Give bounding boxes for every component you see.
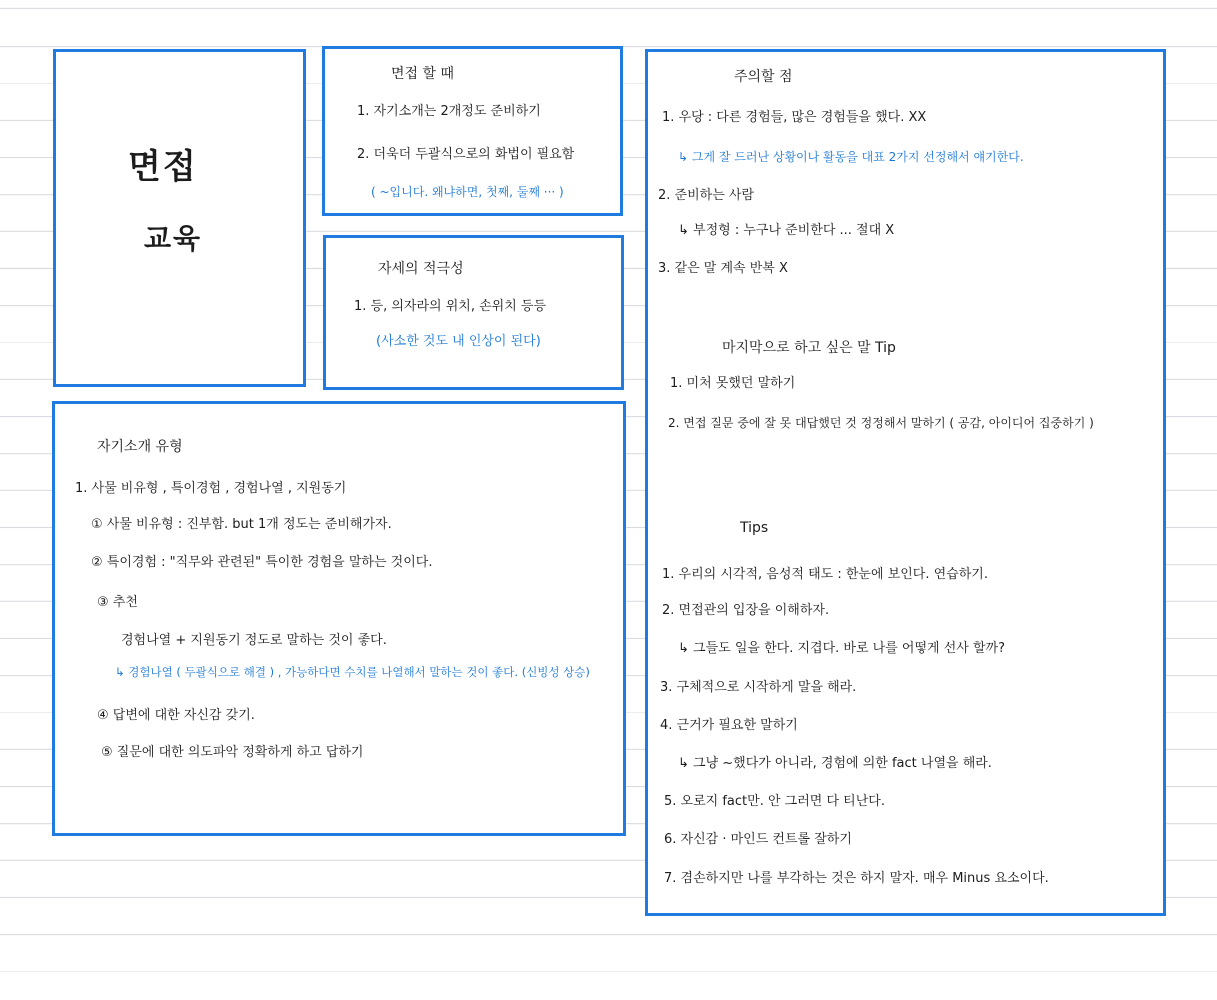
self-intro-item: ⑤ 질문에 대한 의도파악 정확하게 하고 답하기 (101, 745, 364, 760)
cautions-item: 3. 같은 말 계속 반복 X (658, 261, 788, 276)
tips-item: 1. 우리의 시각적, 음성적 태도 : 한눈에 보인다. 연습하기. (662, 567, 988, 582)
cautions-item: ↳ 부정형 : 누구나 준비한다 ... 절대 X (678, 223, 895, 238)
tips-item: 7. 겸손하지만 나를 부각하는 것은 하지 말자. 매우 Minus 요소이다. (664, 871, 1049, 886)
tips-heading: Tips (740, 520, 769, 536)
self-intro-item: 1. 사물 비유형 , 특이경험 , 경험나열 , 지원동기 (75, 481, 347, 496)
last-words-heading: 마지막으로 하고 싶은 말 Tip (722, 340, 896, 356)
interview-time-card (322, 46, 623, 216)
title-line2: 교육 (144, 222, 203, 255)
interview-time-item: 2. 더욱더 두괄식으로의 화법이 필요함 (357, 147, 575, 162)
interview-time-heading: 면접 할 때 (391, 66, 454, 82)
self-intro-item: 경험나열 + 지원동기 정도로 말하는 것이 좋다. (121, 633, 387, 648)
tips-item: ↳ 그냥 ~했다가 아니라, 경험에 의한 fact 나열을 해라. (678, 756, 992, 771)
tips-item: 3. 구체적으로 시작하게 말을 해라. (660, 680, 857, 695)
posture-note: (사소한 것도 내 인상이 된다) (376, 334, 541, 349)
tips-item: 2. 면접관의 입장을 이해하자. (662, 603, 830, 618)
title-card (53, 49, 306, 387)
cautions-note: ↳ 그게 잘 드러난 상황이나 활동을 대표 2가지 선정해서 얘기한다. (678, 150, 1024, 164)
cautions-heading: 주의할 점 (734, 69, 793, 85)
tips-item: ↳ 그들도 일을 한다. 지겹다. 바로 나를 어떻게 선사 할까? (678, 641, 1005, 656)
self-intro-card (52, 401, 626, 836)
tips-item: 6. 자신감 · 마인드 컨트롤 잘하기 (664, 832, 852, 847)
posture-card (323, 235, 624, 390)
self-intro-item: ① 사물 비유형 : 진부함. but 1개 정도는 준비해가자. (91, 517, 392, 532)
last-words-item: 1. 미처 못했던 말하기 (670, 376, 796, 391)
tips-item: 5. 오로지 fact만. 안 그러면 다 티난다. (664, 794, 885, 809)
posture-item: 1. 등, 의자라의 위치, 손위치 등등 (354, 299, 547, 314)
posture-heading: 자세의 적극성 (378, 261, 464, 277)
last-words-item: 2. 면접 질문 중에 잘 못 대답했던 것 정정해서 말하기 ( 공감, 아이디어 집중하기 ) (668, 416, 1094, 430)
interview-time-item: 1. 자기소개는 2개정도 준비하기 (357, 104, 541, 119)
self-intro-item: ④ 답변에 대한 자신감 갖기. (97, 708, 255, 723)
title-line1: 면접 (128, 147, 198, 187)
self-intro-item: ② 특이경험 : "직무와 관련된" 특이한 경험을 말하는 것이다. (91, 555, 433, 570)
tips-item: 4. 근거가 필요한 말하기 (660, 718, 798, 733)
self-intro-item: ③ 추천 (97, 595, 138, 610)
cautions-item: 1. 우당 : 다른 경험들, 많은 경험들을 했다. XX (662, 110, 927, 125)
cautions-item: 2. 준비하는 사람 (658, 188, 755, 203)
self-intro-heading: 자기소개 유형 (97, 439, 183, 455)
self-intro-note: ↳ 경험나열 ( 두괄식으로 해결 ) , 가능하다면 수치를 나열해서 말하는 것이 좋다. (신빙성 상승) (115, 665, 590, 679)
interview-time-note: ( ~입니다. 왜냐하면, 첫째, 둘째 ··· ) (371, 185, 564, 199)
notes-card (645, 49, 1166, 916)
